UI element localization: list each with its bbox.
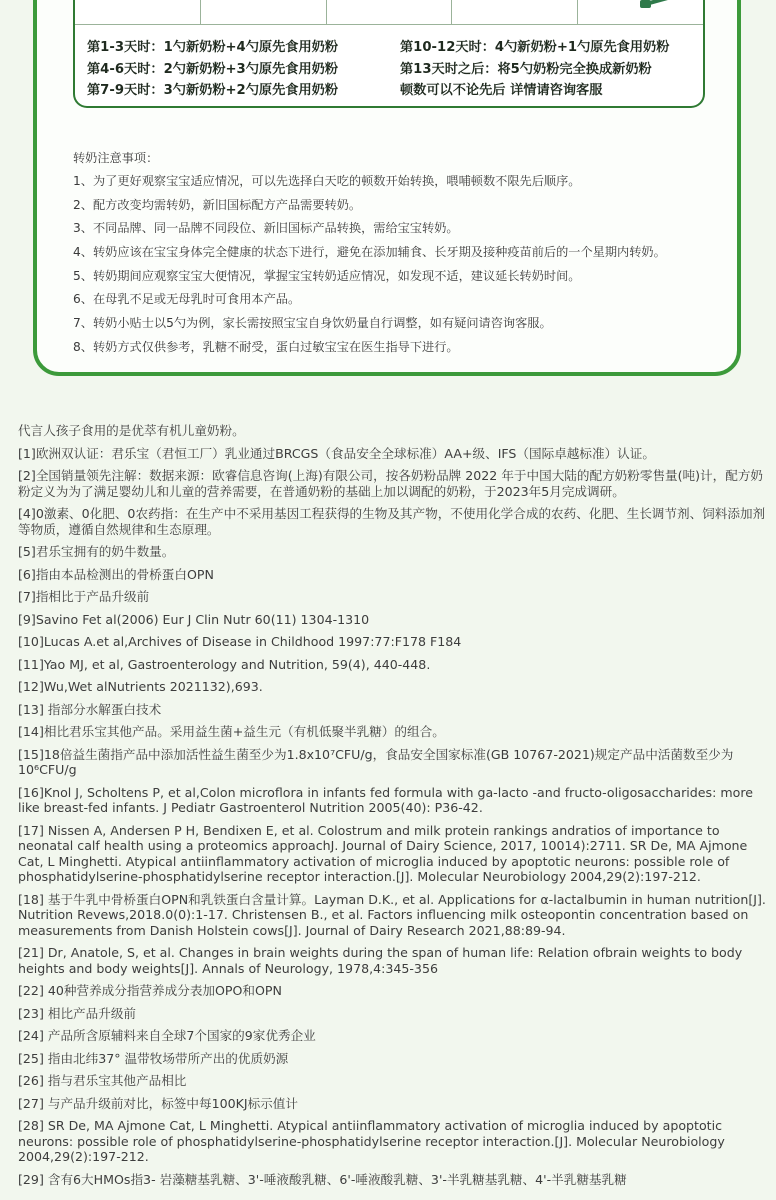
note-item: 3、不同品牌、同一品牌不同段位、新旧国标产品转换，需给宝宝转奶。 [73, 221, 459, 236]
reference-item: [22] 40种营养成分指营养成分表加OPO和OPN [18, 983, 282, 998]
reference-item: 代言人孩子食用的是优萃有机儿童奶粉。 [18, 423, 245, 438]
illustration-cell [452, 0, 578, 24]
note-item: 4、转奶应该在宝宝身体完全健康的状态下进行，避免在添加辅食、长牙期及接种疫苗前后的一个星期内转奶。 [73, 245, 666, 260]
switch-schedule-box [73, 0, 705, 108]
reference-item: [6]指由本品检测出的骨桥蛋白OPN [18, 566, 214, 582]
references-list [18, 423, 766, 1187]
illustration-cell [75, 0, 201, 24]
note-item: 1、为了更好观察宝宝适应情况，可以先选择白天吃的顿数开始转换，喂哺顿数不限先后顺序。 [73, 174, 581, 188]
formula-switch-panel [33, 0, 741, 376]
illustration-cell [201, 0, 327, 24]
divider [75, 24, 703, 25]
schedule-line: 第4-6天时：2勺新奶粉+3勺原先食用奶粉 [87, 61, 339, 77]
reference-item: [1]欧洲双认证：君乐宝（君恒工厂）乳业通过BRCGS（食品安全全球标准）AA+级、IFS（国际卓越标准）认证。 [18, 445, 655, 461]
note-item: 5、转奶期间应观察宝宝大便情况，掌握宝宝转奶适应情况，如发现不适，建议延长转奶时间。 [73, 268, 581, 283]
reference-item: [15]18倍益生菌指产品中添加活性益生菌至少为1.8x10⁷CFU/g，食品安全国家标准(GB 10767-2021)规定产品中活菌数至少为10⁶CFU/g [18, 746, 734, 777]
reference-item: [23] 相比产品升级前 [18, 1005, 137, 1021]
note-item: 8、转奶方式仅供参考，乳糖不耐受，蛋白过敏宝宝在医生指导下进行。 [73, 339, 459, 354]
reference-item: [14]相比君乐宝其他产品。采用益生菌+益生元（有机低聚半乳糖）的组合。 [18, 724, 445, 739]
reference-item: [16]Knol J, Scholtens P, et al,Colon microflora in infants fed formula with ga-lacto -and fructo-oligosaccharides: more like breast-fed infants. J Pediatr Gastroenterol Nutrition 2005(40): P36-42. [18, 784, 753, 815]
reference-item: [25] 指由北纬37° 温带牧场带所产出的优质奶源 [18, 1050, 289, 1066]
reference-item: [26] 指与君乐宝其他产品相比 [18, 1073, 187, 1088]
reference-item: [4]0激素、0化肥、0农药指：在生产中不采用基因工程获得的生物及其产物，不使用化学合成的农药、化肥、生长调节剂、饲料添加剂等物质，遵循自然规律和生态原理。 [18, 506, 766, 537]
reference-item: [29] 含有6大HMOs指3- 岩藻糖基乳糖、3'-唾液酸乳糖、6'-唾液酸乳糖、3'-半乳糖基乳糖、4'-半乳糖基乳糖 [18, 1171, 627, 1187]
illustration-cell [327, 0, 453, 24]
scoop-icon [640, 0, 696, 10]
note-item: 2、配方改变均需转奶，新旧国标配方产品需要转奶。 [73, 197, 362, 212]
reference-item: [10]Lucas A.et al,Archives of Disease in Childhood 1997:77:F178 F184 [18, 634, 462, 649]
reference-item: [21] Dr, Anatole, S, et al. Changes in brain weights during the span of human life: Relation ofbrain weights to body heights and body weights[J]. Annals of Neurology, 1978,4:345-356 [18, 945, 743, 976]
reference-item: [13] 指部分水解蛋白技术 [18, 701, 162, 717]
schedule-line: 第13天时之后：将5勺奶粉完全换成新奶粉 [400, 61, 652, 77]
reference-item: [11]Yao MJ, et al, Gastroenterology and Nutrition, 59(4), 440-448. [18, 656, 431, 672]
note-item: 7、转奶小贴士以5勺为例，家长需按照宝宝自身饮奶量自行调整，如有疑问请咨询客服。 [73, 316, 552, 331]
reference-item: [17] Nissen A, Andersen P H, Bendixen E, et al. Colostrum and milk protein rankings andratios of importance to neonatal calf health using a proteomics approachJ. Journal of Dairy Science, 2017, 10014):2711. SR De, MA Ajmone Cat, L Minghetti. Atypical antiinflammatory activation of microglia induced by apoptotic neurons: possible role of phosphatidylserine-phosphatidylserine receptor interaction.[J]. Molecular Neurobiology 2004,29(2):197-212. [18, 822, 748, 884]
schedule-line: 顿数可以不论先后 详情请咨询客服 [400, 83, 603, 98]
schedule-line: 第7-9天时：3勺新奶粉+2勺原先食用奶粉 [87, 83, 339, 98]
illustration-row [75, 0, 703, 24]
note-item: 6、在母乳不足或无母乳时可食用本产品。 [73, 292, 301, 307]
schedule-text [87, 38, 695, 101]
reference-item: [2]全国销量领先注解：数据来源：欧睿信息咨询(上海)有限公司，按各奶粉品牌 2022 年于中国大陆的配方奶粉零售量(吨)计，配方奶粉定义为为了满足婴幼儿和儿童的营养需要，在普通奶粉的基础上加以调配的奶粉，于2023年5月完成调研。 [18, 468, 764, 499]
reference-item: [27] 与产品升级前对比，标签中每100KJ标示值计 [18, 1095, 298, 1111]
reference-item: [5]君乐宝拥有的奶牛数量。 [18, 544, 175, 559]
reference-item: [28] SR De, MA Ajmone Cat, L Minghetti. Atypical antiinflammatory activation of microglia induced by apoptotic neurons: possible role of phosphatidylserine-phosphatidylserine receptor interaction.[J]. Molecular Neurobiology 2004,29(2):197-212. [18, 1118, 725, 1164]
schedule-line: 第1-3天时：1勺新奶粉+4勺原先食用奶粉 [87, 40, 339, 55]
reference-item: [18] 基于牛乳中骨桥蛋白OPN和乳铁蛋白含量计算。Layman D.K., et al. Applications for α-lactalbumin in human nutrition[J]. Nutrition Revews,2018.0(0):1-17. Christensen B., et al. Factors influencing milk osteopontin concentration based on measurements from Danish Holstein cows[J]. Journal of Dairy Research 2021,88:89-94. [18, 891, 766, 938]
reference-item: [24] 产品所含原辅料来自全球7个国家的9家优秀企业 [18, 1028, 316, 1043]
reference-item: [12]Wu,Wet alNutrients 2021132),693. [18, 679, 263, 694]
reference-item: [9]Savino Fet al(2006) Eur J Clin Nutr 60(11) 1304-1310 [18, 611, 370, 627]
reference-item: [7]指相比于产品升级前 [18, 589, 150, 604]
schedule-line: 第10-12天时：4勺新奶粉+1勺原先食用奶粉 [400, 40, 670, 55]
illustration-cell [578, 0, 703, 24]
switch-notes [73, 150, 713, 363]
notes-title: 转奶注意事项： [73, 151, 159, 165]
